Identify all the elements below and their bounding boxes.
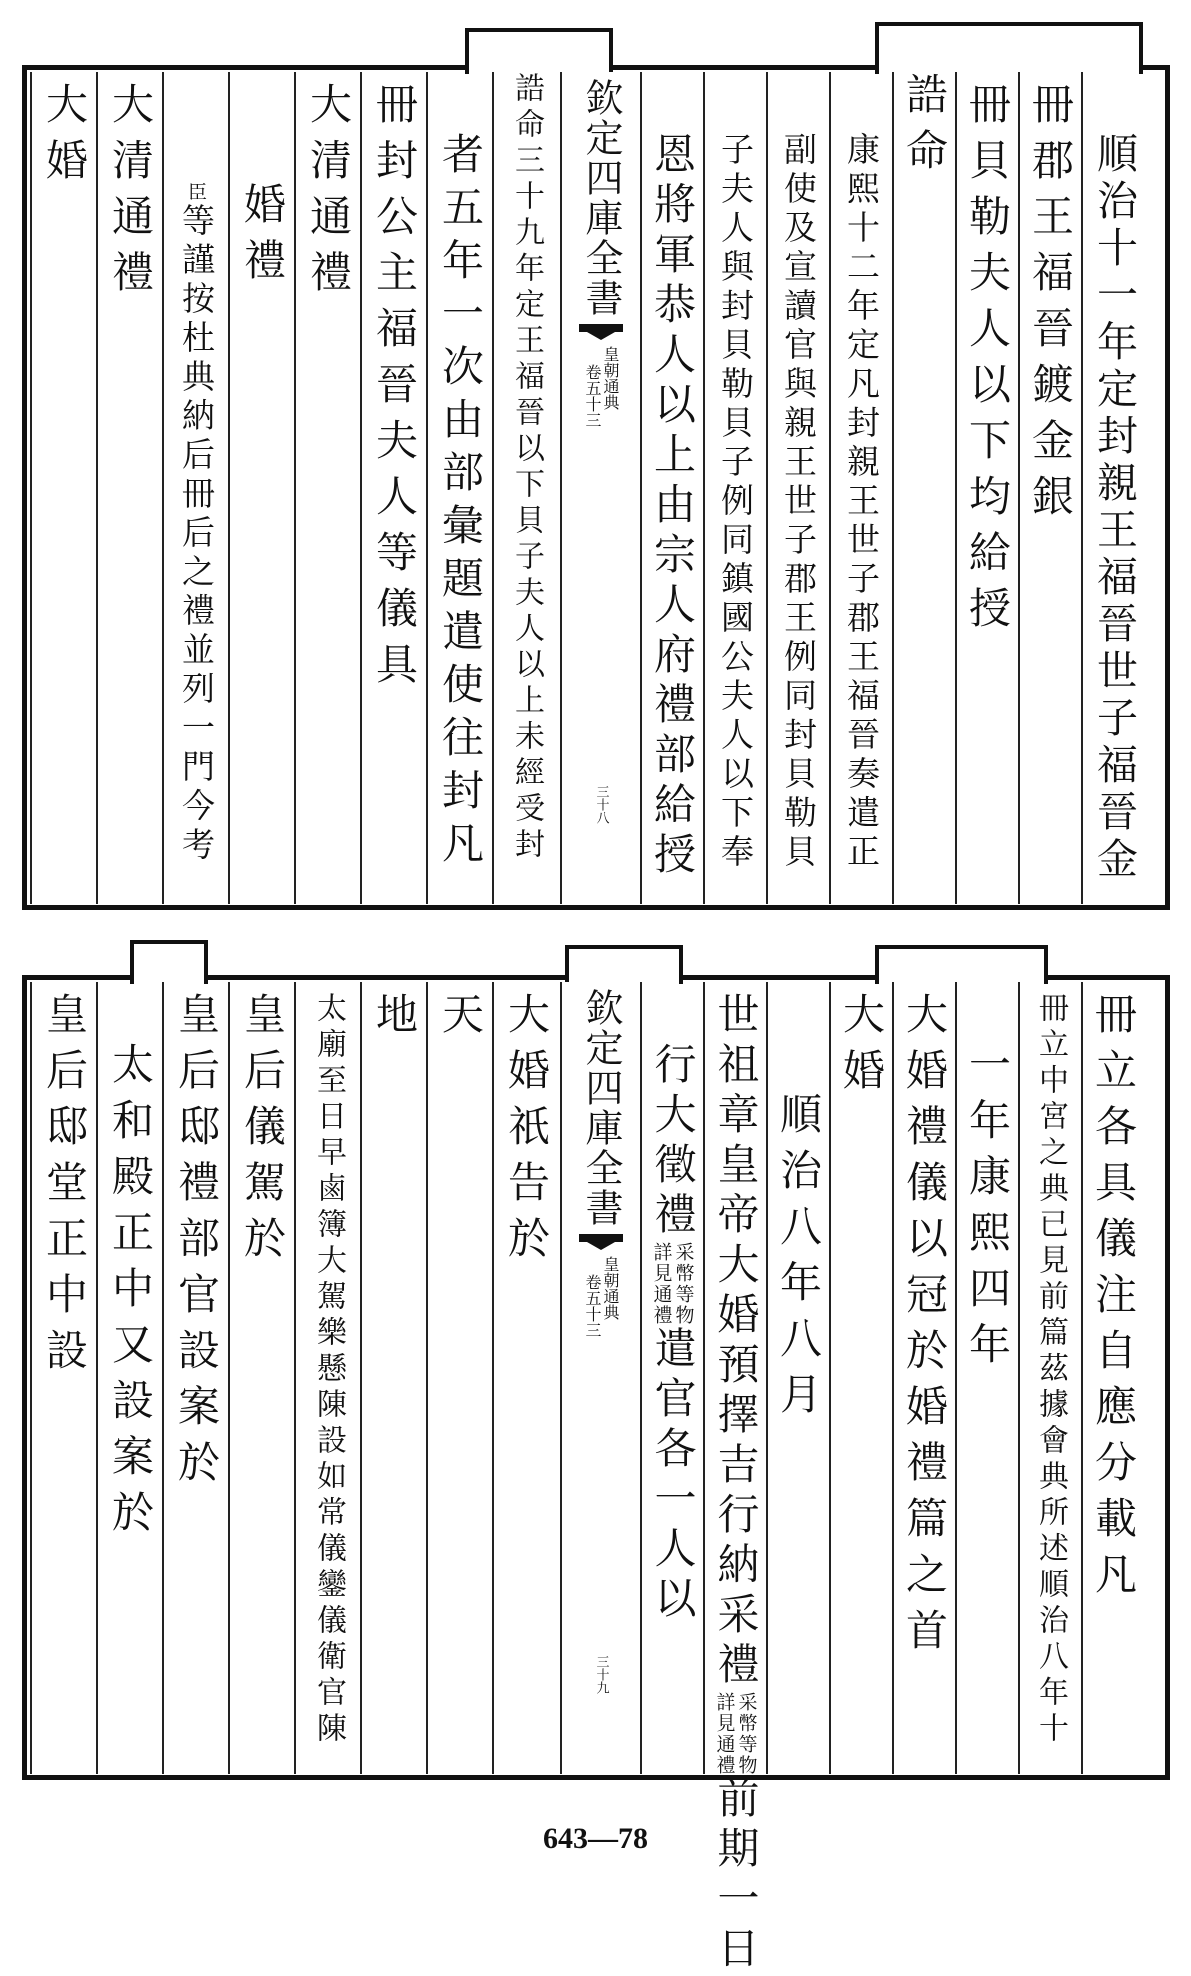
text-column <box>829 982 892 1774</box>
fishtail-mark <box>579 1234 623 1250</box>
page-number-footer: 643—78 <box>543 1822 648 1855</box>
text-column <box>426 982 492 1774</box>
text-column <box>1081 72 1144 904</box>
column-text: 太廟至日早鹵簿大駕樂懸陳設如常儀鑾儀衛官陳 <box>311 992 346 1748</box>
top-gutter-tab <box>465 28 613 74</box>
column-text: 前期一日 <box>711 1776 761 1976</box>
source-title: 皇朝通典 <box>601 346 620 410</box>
column-text: 者五年一次由部彙題遣使往封凡 <box>436 132 485 874</box>
column-text: 皇后邸禮部官設案於 <box>172 992 221 1496</box>
column-text: 康熙十二年定凡封親王世子郡王福晉奏遣正 <box>842 132 881 873</box>
bottom-right-text-block <box>640 982 1144 1976</box>
center-gutter-column <box>560 72 640 904</box>
interlinear-note <box>651 1242 695 1326</box>
column-text: 大婚祇告於 <box>502 992 551 1272</box>
column-text: 大清通禮 <box>304 82 353 306</box>
text-column <box>640 72 703 904</box>
bottom-right-tab <box>875 945 1048 984</box>
note-line: 詳見通禮 <box>713 1692 736 1776</box>
column-text: 子夫人與封貝勒貝子例同鎮國公夫人以下奉 <box>716 132 755 873</box>
book-title: 欽定四庫全書 <box>579 988 623 1228</box>
text-column <box>640 982 703 1774</box>
column-text: 冊立各具儀注自應分載凡 <box>1089 992 1138 1608</box>
column-text: 大清通禮 <box>106 82 155 306</box>
column-text: 等謹按杜典納后冊后之禮並列一門今考 <box>177 203 216 866</box>
top-right-tab <box>875 22 1143 74</box>
text-column <box>30 72 96 904</box>
column-text: 大婚 <box>40 82 89 194</box>
text-column <box>228 982 294 1774</box>
column-text: 恩將軍恭人以上由宗人府禮部給授 <box>648 132 697 882</box>
fishtail-mark <box>579 324 623 340</box>
text-column <box>703 72 766 904</box>
column-text: 冊貝勒夫人以下均給授 <box>963 82 1012 642</box>
text-column <box>492 72 558 904</box>
prefix-note: 臣 <box>185 182 207 203</box>
text-column <box>829 72 892 904</box>
volume-number: 卷五十三 <box>583 364 602 428</box>
column-text: 婚禮 <box>238 182 287 294</box>
text-column <box>162 982 228 1774</box>
column-text: 地 <box>370 992 419 1048</box>
text-column <box>426 72 492 904</box>
top-right-text-block <box>640 72 1144 904</box>
column-text: 天 <box>436 992 485 1048</box>
source-title: 皇朝通典 <box>601 1256 620 1320</box>
top-left-text-block <box>30 72 558 904</box>
bottom-gutter-tab <box>565 945 683 984</box>
source-info <box>583 1256 619 1338</box>
column-text: 皇后邸堂正中設 <box>40 992 89 1384</box>
top-gutter <box>560 72 640 904</box>
text-column <box>703 982 766 1976</box>
column-text: 世祖章皇帝大婚預擇吉行納采禮 <box>711 992 761 1692</box>
text-column <box>1018 72 1081 904</box>
note-line: 采幣等物 <box>672 1242 695 1326</box>
note-line: 采幣等物 <box>735 1692 758 1776</box>
column-text: 太和殿正中又設案於 <box>106 1042 155 1546</box>
text-column <box>1018 982 1081 1774</box>
text-column <box>492 982 558 1774</box>
text-column <box>766 982 829 1774</box>
text-column <box>766 72 829 904</box>
center-gutter-column <box>560 982 640 1774</box>
column-text: 順治十一年定封親王福晉世子福晉金 <box>1090 132 1138 884</box>
column-text: 遣官各一人以 <box>648 1326 698 1626</box>
book-title: 欽定四庫全書 <box>579 78 623 318</box>
text-column <box>892 982 955 1774</box>
column-text: 誥命三十九年定王福晉以下貝子夫人以上未經受封 <box>509 72 544 864</box>
column-text: 副使及宣讀官與親王世子郡王例同封貝勒貝 <box>779 132 818 873</box>
column-text: 順治八年八月 <box>774 1092 823 1428</box>
bottom-left-tab <box>130 940 208 984</box>
text-column <box>892 72 955 904</box>
leaf-number: 三十八 <box>593 785 609 824</box>
column-text: 冊立中宮之典已見前篇茲據會典所述順治八年十 <box>1033 992 1068 1748</box>
text-column <box>96 982 162 1774</box>
column-text: 大婚禮儀以冠於婚禮篇之首 <box>900 992 949 1664</box>
column-text: 誥命 <box>900 72 949 184</box>
bottom-gutter <box>560 982 640 1774</box>
text-column <box>96 72 162 904</box>
interlinear-note <box>714 1692 758 1776</box>
text-column <box>955 982 1018 1774</box>
volume-number: 卷五十三 <box>583 1274 602 1338</box>
text-column <box>955 72 1018 904</box>
text-column <box>30 982 96 1774</box>
text-column <box>360 72 426 904</box>
source-info <box>583 346 619 428</box>
text-column <box>360 982 426 1774</box>
column-text: 一年康熙四年 <box>963 1042 1012 1378</box>
text-column <box>228 72 294 904</box>
leaf-number: 三十九 <box>593 1655 609 1694</box>
column-text: 大婚 <box>837 992 886 1104</box>
text-column <box>294 982 360 1774</box>
text-column <box>294 72 360 904</box>
bottom-left-text-block <box>30 982 558 1774</box>
column-text: 皇后儀駕於 <box>238 992 287 1272</box>
text-column <box>162 72 228 904</box>
column-text: 行大徵禮 <box>648 1042 698 1242</box>
column-text: 冊封公主福晉夫人等儀具 <box>370 82 419 698</box>
column-text: 冊郡王福晉鍍金銀 <box>1026 82 1075 530</box>
note-line: 詳見通禮 <box>650 1242 673 1326</box>
text-column <box>1081 982 1144 1774</box>
